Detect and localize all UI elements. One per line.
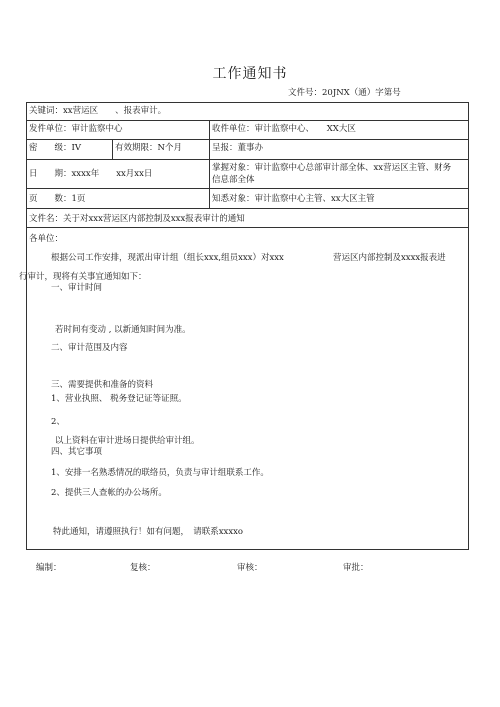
section-3-item-2: 2、 (51, 417, 65, 427)
date-cell (27, 160, 209, 188)
validity-value: N个月 (157, 143, 182, 153)
date-label: 日 期： (29, 169, 72, 179)
paragraph-1-part-a: 根据公司工作安排，现派出审计组（组长xxx,组员xxx）对xxx (51, 253, 284, 263)
keywords-row (27, 103, 468, 121)
grasp-cell (209, 160, 470, 188)
footer-compiled: 编制： (36, 563, 62, 573)
footer-approved: 审批： (343, 563, 369, 573)
filename-cell: 文件名：关于对xxx营运区内部控制及xxx报表审计的通知 (29, 214, 245, 224)
section-1-heading: 一、审计时间 (51, 283, 103, 293)
section-1-note: 若时间有变动 , 以新通知时间为准。 (55, 325, 191, 335)
section-4-item-2: 2、提供三人查帐的办公场所。 (51, 488, 167, 498)
footer-audited: 审核： (237, 563, 263, 573)
filename-row (27, 209, 468, 228)
paragraph-1-part-c: 行审计，现将有关事宜通知如下： (19, 272, 147, 282)
sender-cell: 发件单位：审计监察中心 (29, 124, 123, 134)
greeting: 各单位： (29, 234, 64, 244)
grasp-line-2: 信息部全体 (212, 175, 255, 185)
notice-table (19, 102, 469, 550)
footer-reviewed: 复核： (130, 563, 156, 573)
document-number: 文件号：20JNX（通）字第号 (288, 88, 401, 98)
date-value: xxxx年 xx月xx日 (71, 169, 153, 179)
report-cell: 呈报：董事办 (209, 140, 470, 159)
pages-value: 1页 (71, 194, 86, 204)
secret-value: IV (71, 143, 82, 153)
notify-cell: 知悉对象：审计监察中心主管、xx大区主管 (209, 189, 470, 208)
secret-label: 密 级： (29, 143, 72, 153)
receiver-cell: 收件单位：审计监察中心、 XX大区 (209, 121, 470, 139)
paragraph-1-part-b: 营运区内部控制及xxxx报表进 (333, 253, 446, 263)
secret-cell (27, 140, 112, 159)
keywords-cell: 关键词：xx营运区 、报表审计。 (29, 106, 167, 116)
section-4-heading: 四、其它事项 (51, 447, 103, 457)
pages-label: 页 数： (29, 194, 72, 204)
validity-cell (112, 140, 209, 159)
grasp-line-1: 掌握对象：审计监察中心总部审计部全体、xx营运区主管、财务 (212, 163, 452, 173)
section-2-heading: 二、审计范围及内容 (51, 343, 128, 353)
section-3-heading: 三、需要提供和准备的资料 (51, 380, 154, 390)
sender-receiver-row (27, 121, 468, 140)
section-4-item-1: 1、安排一名熟悉情况的联络员，负责与审计组联系工作。 (51, 468, 269, 478)
section-3-note: 以上资料在审计进场日提供给审计组。 (55, 436, 200, 446)
secret-row (27, 140, 468, 160)
document-title: 工作通知书 (212, 66, 288, 82)
pages-row (27, 189, 468, 209)
date-row (27, 160, 468, 189)
validity-label: 有效期限： (115, 143, 158, 153)
closing-line: 特此通知，请遵照执行！如有问题， 请联系xxxxo (53, 527, 244, 537)
section-3-item-1: 1、营业执照、 税务登记证等证照。 (51, 394, 187, 404)
pages-cell (27, 189, 209, 208)
